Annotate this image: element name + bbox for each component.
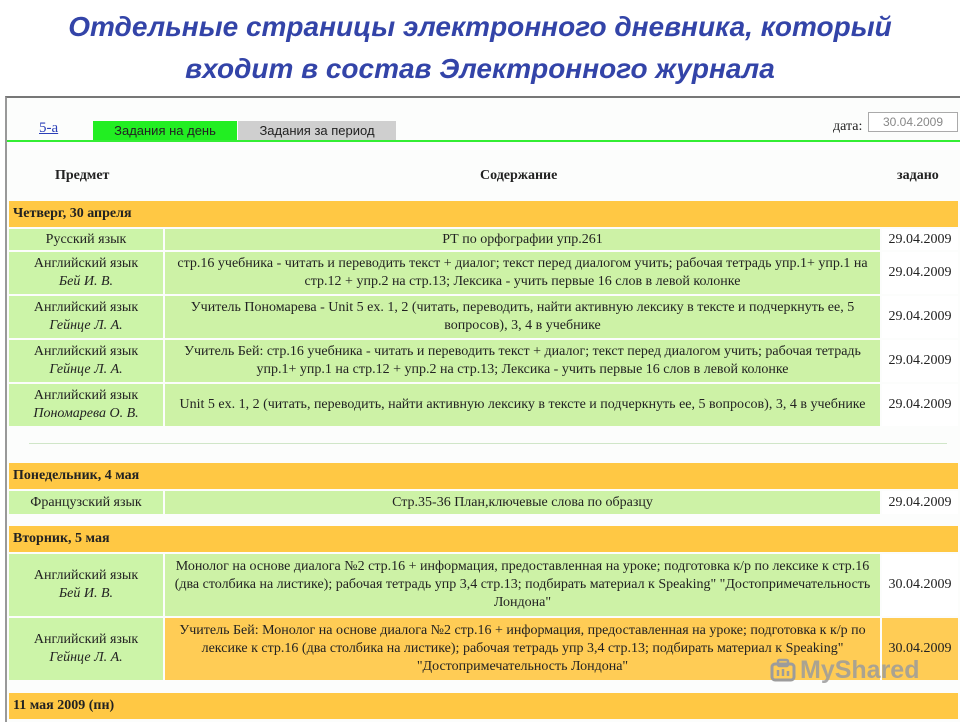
table-row-content: Unit 5 ex. 1, 2 (читать, переводить, найти активную лексику в тексте и подчеркнуть ее, 5 вопросов), 3, 4 в учебнике [165, 384, 880, 426]
divider [29, 443, 947, 444]
column-header-assigned: задано [897, 168, 939, 183]
slide-title [0, 6, 960, 90]
table-row-date: 29.04.2009 [882, 384, 958, 426]
column-header-subject: Предмет [55, 168, 110, 183]
day-header-thursday: Четверг, 30 апреля [9, 201, 958, 227]
diary-toolbar [7, 98, 960, 142]
table-row-date-highlighted: 30.04.2009 [882, 618, 958, 680]
table-row-subject [9, 229, 163, 250]
table-row-subject [9, 296, 163, 338]
column-header-content: Содержание [480, 168, 558, 183]
table-row-date: 29.04.2009 [882, 252, 958, 294]
table-row-content: Учитель Пономарева - Unit 5 ex. 1, 2 (читать, переводить, найти активную лексику в тексте и подчеркнуть ее, 5 вопросов), 3, 4 в учебнике [165, 296, 880, 338]
table-row-content: Монолог на основе диалога №2 стр.16 + информация, предоставленная на уроке; подготовка к/р по лексике к стр.16 (два столбика на листике); рабочая тетрадь упр 3,4 стр.13; подбирать материал к Speaking" "Достопримечательность Лондона" [165, 554, 880, 616]
tab-tasks-for-day[interactable]: Задания на день [93, 121, 237, 141]
watermark: MyShared [800, 656, 920, 684]
subject-name: Английский язык [33, 344, 139, 359]
class-link[interactable]: 5-а [39, 120, 59, 136]
table-row-date: 29.04.2009 [882, 229, 958, 250]
subject-name: Английский язык [33, 568, 139, 583]
day-header-tuesday: Вторник, 5 мая [9, 526, 958, 552]
subject-name: Английский язык [33, 388, 139, 403]
teacher-name: Гейнце Л. А. [49, 650, 123, 665]
subject-name: Английский язык [33, 256, 139, 271]
day-header-may-11: 11 мая 2009 (пн) [9, 693, 958, 719]
table-row-date: 29.04.2009 [882, 296, 958, 338]
slide-title-line-2: входит в состав Электронного журнала [185, 53, 775, 84]
date-input[interactable] [868, 112, 958, 132]
teacher-name: Бей И. В. [58, 586, 114, 601]
table-row-subject [9, 340, 163, 382]
table-row-content: стр.16 учебника - читать и переводить текст + диалог; текст перед диалогом учить; рабочая тетрадь упр.1+ упр.1 на стр.12 + упр.2 на стр.13; Лексика - учить первые 16 слов в левой колонке [165, 252, 880, 294]
subject-name: Английский язык [33, 632, 139, 647]
subject-name: Русский язык [45, 231, 127, 247]
teacher-name: Бей И. В. [58, 274, 114, 289]
table-row-date: 30.04.2009 [882, 554, 958, 616]
watermark-icon [770, 658, 796, 684]
table-row-subject [9, 491, 163, 514]
tab-underline [7, 140, 960, 142]
table-row-content-highlighted: Учитель Бей: Монолог на основе диалога №2 стр.16 + информация, предоставленная на уроке; подготовка к к/р по лексике к стр.16 (два столбика на листике); рабочая тетрадь упр 3,4 стр.13; подбирать материал к Speaking" "Достопримечательность Лондона" [165, 618, 880, 680]
subject-name: Французский язык [30, 494, 142, 510]
date-label: дата: [833, 119, 863, 134]
table-row-subject [9, 252, 163, 294]
table-row-content: Учитель Бей: стр.16 учебника - читать и переводить текст + диалог; текст перед диалогом учить; рабочая тетрадь упр.1+ упр.1 на стр.12 + упр.2 на стр.13; Лексика - учить первые 16 слов в левой колонке [165, 340, 880, 382]
teacher-name: Пономарева О. В. [33, 406, 139, 421]
tab-tasks-for-period[interactable]: Задания за период [238, 121, 396, 141]
teacher-name: Гейнце Л. А. [49, 362, 123, 377]
slide-title-line-1: Отдельные страницы электронного дневника, который [68, 11, 892, 42]
table-row-date: 29.04.2009 [882, 491, 958, 514]
teacher-name: Гейнце Л. А. [49, 318, 123, 333]
subject-name: Английский язык [33, 300, 139, 315]
table-row-subject [9, 554, 163, 616]
table-row-content: РТ по орфографии упр.261 [165, 229, 880, 250]
table-row-date: 29.04.2009 [882, 340, 958, 382]
diary-window [5, 96, 960, 722]
table-row-subject [9, 384, 163, 426]
table-row-content: Стр.35-36 План,ключевые слова по образцу [165, 491, 880, 514]
table-row-subject [9, 618, 163, 680]
day-header-monday: Понедельник, 4 мая [9, 463, 958, 489]
